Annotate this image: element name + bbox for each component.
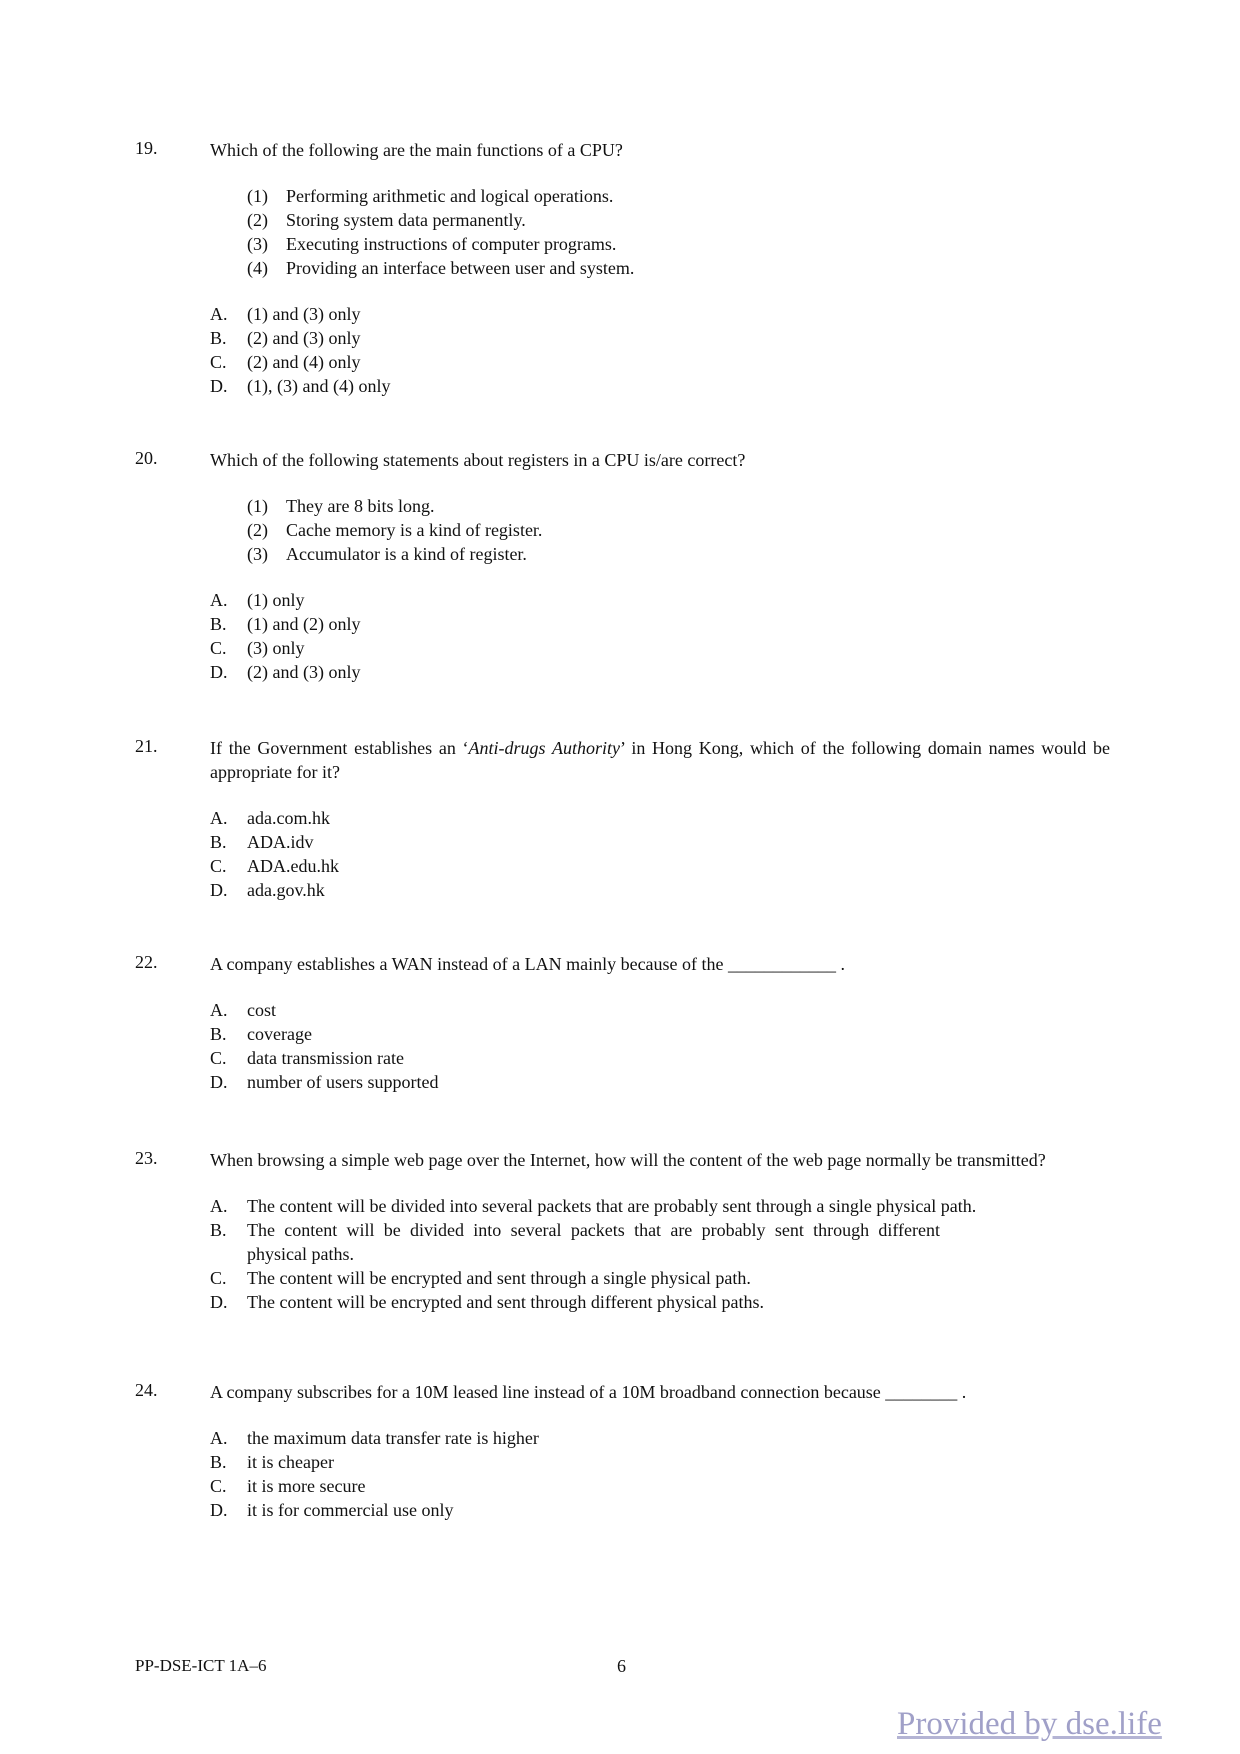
question-stem: Which of the following are the main functions of a CPU? (210, 140, 623, 160)
question-body (210, 952, 1110, 1094)
stem-text: If the Government establishes an ‘ (210, 738, 469, 758)
option-text: (3) only (247, 638, 305, 658)
option-a (210, 1426, 1110, 1450)
statement-label: (2) (247, 520, 268, 540)
option-text: The content will be divided into several packets that are probably sent through a single physical path. (247, 1196, 977, 1216)
stem-text: ’ in Hong Kong, which of the following domain names would be appropriate for it? (210, 738, 1111, 782)
question-body (210, 448, 1110, 684)
option-label: C. (210, 1476, 227, 1496)
stem-italic-term: Anti-drugs Authority (468, 738, 620, 758)
statement-list (247, 494, 1110, 566)
option-label: A. (210, 304, 228, 324)
option-text: The content will be divided into several packets that are probably sent through different physical paths. (247, 1220, 940, 1264)
option-label: C. (210, 638, 227, 658)
option-c (210, 1046, 1110, 1070)
statement-label: (2) (247, 210, 268, 230)
option-label: C. (210, 352, 227, 372)
option-a (210, 998, 1110, 1022)
statement-label: (1) (247, 496, 268, 516)
option-d (210, 660, 1110, 684)
option-text: (2) and (3) only (247, 328, 361, 348)
option-label: B. (210, 1452, 227, 1472)
option-d (210, 1498, 1110, 1522)
question-stem: Which of the following statements about registers in a CPU is/are correct? (210, 450, 746, 470)
statement-label: (3) (247, 234, 268, 254)
question-body (210, 1148, 1110, 1314)
question-body (210, 1380, 1110, 1522)
option-b (210, 612, 1110, 636)
question-number: 22. (135, 952, 158, 972)
question-body (210, 138, 1110, 398)
option-label: B. (210, 614, 227, 634)
option-text: ADA.idv (247, 832, 314, 852)
option-d (210, 878, 1110, 902)
question-stem (210, 736, 1110, 784)
option-label: C. (210, 1268, 227, 1288)
paper-code: PP-DSE-ICT 1A–6 (135, 1656, 267, 1675)
option-label: A. (210, 1000, 228, 1020)
statement-list (247, 184, 1110, 280)
option-text: it is for commercial use only (247, 1500, 454, 1520)
option-a (210, 302, 1110, 326)
option-c (210, 1474, 1110, 1498)
statement (247, 256, 1110, 280)
statement-text: Executing instructions of computer programs. (286, 234, 617, 254)
option-text: cost (247, 1000, 276, 1020)
option-label: C. (210, 856, 227, 876)
option-text: ADA.edu.hk (247, 856, 339, 876)
option-text: the maximum data transfer rate is higher (247, 1428, 539, 1448)
option-label: B. (210, 832, 227, 852)
option-text: coverage (247, 1024, 312, 1044)
option-label: A. (210, 590, 228, 610)
option-list (210, 302, 1110, 398)
statement-text: Accumulator is a kind of register. (286, 544, 527, 564)
option-text: it is more secure (247, 1476, 366, 1496)
question-number: 23. (135, 1148, 158, 1168)
option-text: it is cheaper (247, 1452, 334, 1472)
question-number: 19. (135, 138, 158, 158)
option-d (210, 1290, 1110, 1314)
statement (247, 232, 1110, 256)
option-label: D. (210, 1500, 228, 1520)
question-stem: A company subscribes for a 10M leased line instead of a 10M broadband connection because ________ . (210, 1382, 967, 1402)
option-d (210, 374, 1110, 398)
option-text: (2) and (4) only (247, 352, 361, 372)
statement-label: (3) (247, 544, 268, 564)
option-b (210, 1450, 1110, 1474)
option-list (210, 806, 1110, 902)
option-label: B. (210, 328, 227, 348)
option-label: D. (210, 1072, 228, 1092)
option-text: The content will be encrypted and sent through a single physical path. (247, 1268, 751, 1288)
option-text: ada.gov.hk (247, 880, 325, 900)
option-list (210, 588, 1110, 684)
question-number: 20. (135, 448, 158, 468)
statement (247, 184, 1110, 208)
option-label: D. (210, 662, 228, 682)
option-label: D. (210, 880, 228, 900)
option-a (210, 806, 1110, 830)
option-label: A. (210, 1196, 228, 1216)
option-c (210, 1266, 1110, 1290)
option-list (210, 1194, 1110, 1314)
option-list (210, 998, 1110, 1094)
option-text: ada.com.hk (247, 808, 330, 828)
question-stem: When browsing a simple web page over the Internet, how will the content of the web page normally be transmitted? (210, 1150, 1046, 1170)
question-number: 21. (135, 736, 158, 756)
option-b (210, 1218, 1110, 1266)
option-text: (1) and (2) only (247, 614, 361, 634)
statement (247, 494, 1110, 518)
option-text: The content will be encrypted and sent through different physical paths. (247, 1292, 765, 1312)
option-text: number of users supported (247, 1072, 439, 1092)
statement-text: Cache memory is a kind of register. (286, 520, 543, 540)
option-label: A. (210, 1428, 228, 1448)
statement (247, 208, 1110, 232)
statement-label: (1) (247, 186, 268, 206)
option-b (210, 830, 1110, 854)
option-a (210, 1194, 1110, 1218)
statement (247, 518, 1110, 542)
page-number: 6 (617, 1656, 626, 1676)
option-text: (1), (3) and (4) only (247, 376, 391, 396)
statement-text: They are 8 bits long. (286, 496, 435, 516)
option-label: A. (210, 808, 228, 828)
statement (247, 542, 1110, 566)
option-text: (1) and (3) only (247, 304, 361, 324)
option-text: (1) only (247, 590, 305, 610)
option-a (210, 588, 1110, 612)
option-text: (2) and (3) only (247, 662, 361, 682)
option-c (210, 350, 1110, 374)
option-b (210, 326, 1110, 350)
option-label: C. (210, 1048, 227, 1068)
statement-text: Storing system data permanently. (286, 210, 526, 230)
question-body (210, 736, 1110, 902)
option-list (210, 1426, 1110, 1522)
option-label: B. (210, 1220, 227, 1240)
question-stem: A company establishes a WAN instead of a LAN mainly because of the ____________ . (210, 954, 846, 974)
option-d (210, 1070, 1110, 1094)
option-label: D. (210, 376, 228, 396)
option-label: D. (210, 1292, 228, 1312)
option-c (210, 636, 1110, 660)
watermark-link[interactable]: Provided by dse.life (897, 1706, 1162, 1742)
option-text: data transmission rate (247, 1048, 404, 1068)
option-b (210, 1022, 1110, 1046)
option-label: B. (210, 1024, 227, 1044)
question-number: 24. (135, 1380, 158, 1400)
statement-text: Performing arithmetic and logical operations. (286, 186, 614, 206)
option-c (210, 854, 1110, 878)
statement-text: Providing an interface between user and system. (286, 258, 635, 278)
statement-label: (4) (247, 258, 268, 278)
